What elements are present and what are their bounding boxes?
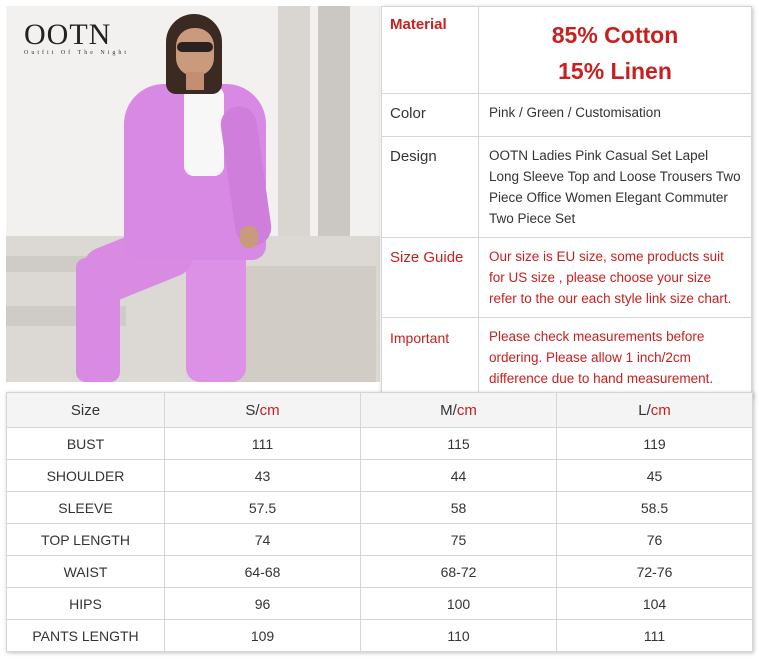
header-s [165, 393, 361, 428]
row-name: WAIST [7, 556, 165, 588]
table-row [7, 492, 753, 524]
row-name: SLEEVE [7, 492, 165, 524]
spec-table [381, 6, 752, 398]
model-face [176, 28, 214, 76]
model-top [184, 86, 224, 176]
photo-shadow [226, 266, 376, 382]
spec-label-design: Design [382, 137, 479, 238]
material-line-cotton: 85% Cotton [551, 22, 679, 48]
cell-m: 115 [361, 428, 557, 460]
cell-m: 75 [361, 524, 557, 556]
material-line-linen: 15% Linen [558, 58, 672, 84]
brand-tagline: Outfit Of The Night [24, 50, 130, 56]
header-m-unit: cm [456, 401, 477, 419]
table-row [7, 524, 753, 556]
model-neck [186, 72, 204, 90]
cell-l: 119 [557, 428, 753, 460]
header-s-label: S/ [245, 401, 260, 419]
row-name: HIPS [7, 588, 165, 620]
cell-s: 43 [165, 460, 361, 492]
cell-l: 111 [557, 620, 753, 652]
header-m [361, 393, 557, 428]
spec-value-color: Pink / Green / Customisation [479, 94, 752, 137]
cell-s: 57.5 [165, 492, 361, 524]
header-size: Size [7, 393, 165, 428]
header-l-unit: cm [650, 401, 671, 419]
cell-m: 58 [361, 492, 557, 524]
table-row [7, 620, 753, 652]
model-hand [240, 226, 258, 248]
spec-label-important: Important [382, 318, 479, 398]
spec-row-material [382, 7, 752, 94]
spec-row-size-guide [382, 238, 752, 318]
header-s-unit: cm [259, 401, 280, 419]
row-name: BUST [7, 428, 165, 460]
table-row [7, 428, 753, 460]
spec-row-color [382, 94, 752, 137]
row-name: TOP LENGTH [7, 524, 165, 556]
size-chart-table [6, 392, 753, 652]
row-name: PANTS LENGTH [7, 620, 165, 652]
spec-value-material [479, 7, 752, 94]
cell-s: 74 [165, 524, 361, 556]
product-photo [6, 6, 380, 382]
cell-m: 110 [361, 620, 557, 652]
table-row [7, 556, 753, 588]
sunglasses-icon [177, 42, 213, 52]
cell-s: 109 [165, 620, 361, 652]
cell-l: 104 [557, 588, 753, 620]
header-m-label: M/ [440, 401, 457, 419]
spec-label-size-guide: Size Guide [382, 238, 479, 318]
cell-s: 96 [165, 588, 361, 620]
spec-value-size-guide: Our size is EU size, some products suit for US size , please choose your size refer to the our each style link size chart. [479, 238, 752, 318]
table-row [7, 588, 753, 620]
cell-l: 72-76 [557, 556, 753, 588]
size-chart-header [7, 393, 753, 428]
cell-m: 68-72 [361, 556, 557, 588]
cell-m: 100 [361, 588, 557, 620]
spec-value-important: Please check measurements before ordering. Please allow 1 inch/2cm difference due to hand measurement. [479, 318, 752, 398]
row-name: SHOULDER [7, 460, 165, 492]
spec-row-important [382, 318, 752, 398]
brand-logo: OOTN [24, 18, 112, 51]
spec-label-material: Material [382, 7, 479, 94]
header-l-label: L/ [638, 401, 651, 419]
cell-s: 64-68 [165, 556, 361, 588]
cell-l: 76 [557, 524, 753, 556]
model-trouser [76, 258, 120, 382]
cell-l: 45 [557, 460, 753, 492]
cell-s: 111 [165, 428, 361, 460]
cell-m: 44 [361, 460, 557, 492]
spec-row-design [382, 137, 752, 238]
spec-value-design: OOTN Ladies Pink Casual Set Lapel Long Sleeve Top and Loose Trousers Two Piece Office Women Elegant Commuter Two Piece Set [479, 137, 752, 238]
cell-l: 58.5 [557, 492, 753, 524]
table-row [7, 460, 753, 492]
header-l [557, 393, 753, 428]
spec-label-color: Color [382, 94, 479, 137]
